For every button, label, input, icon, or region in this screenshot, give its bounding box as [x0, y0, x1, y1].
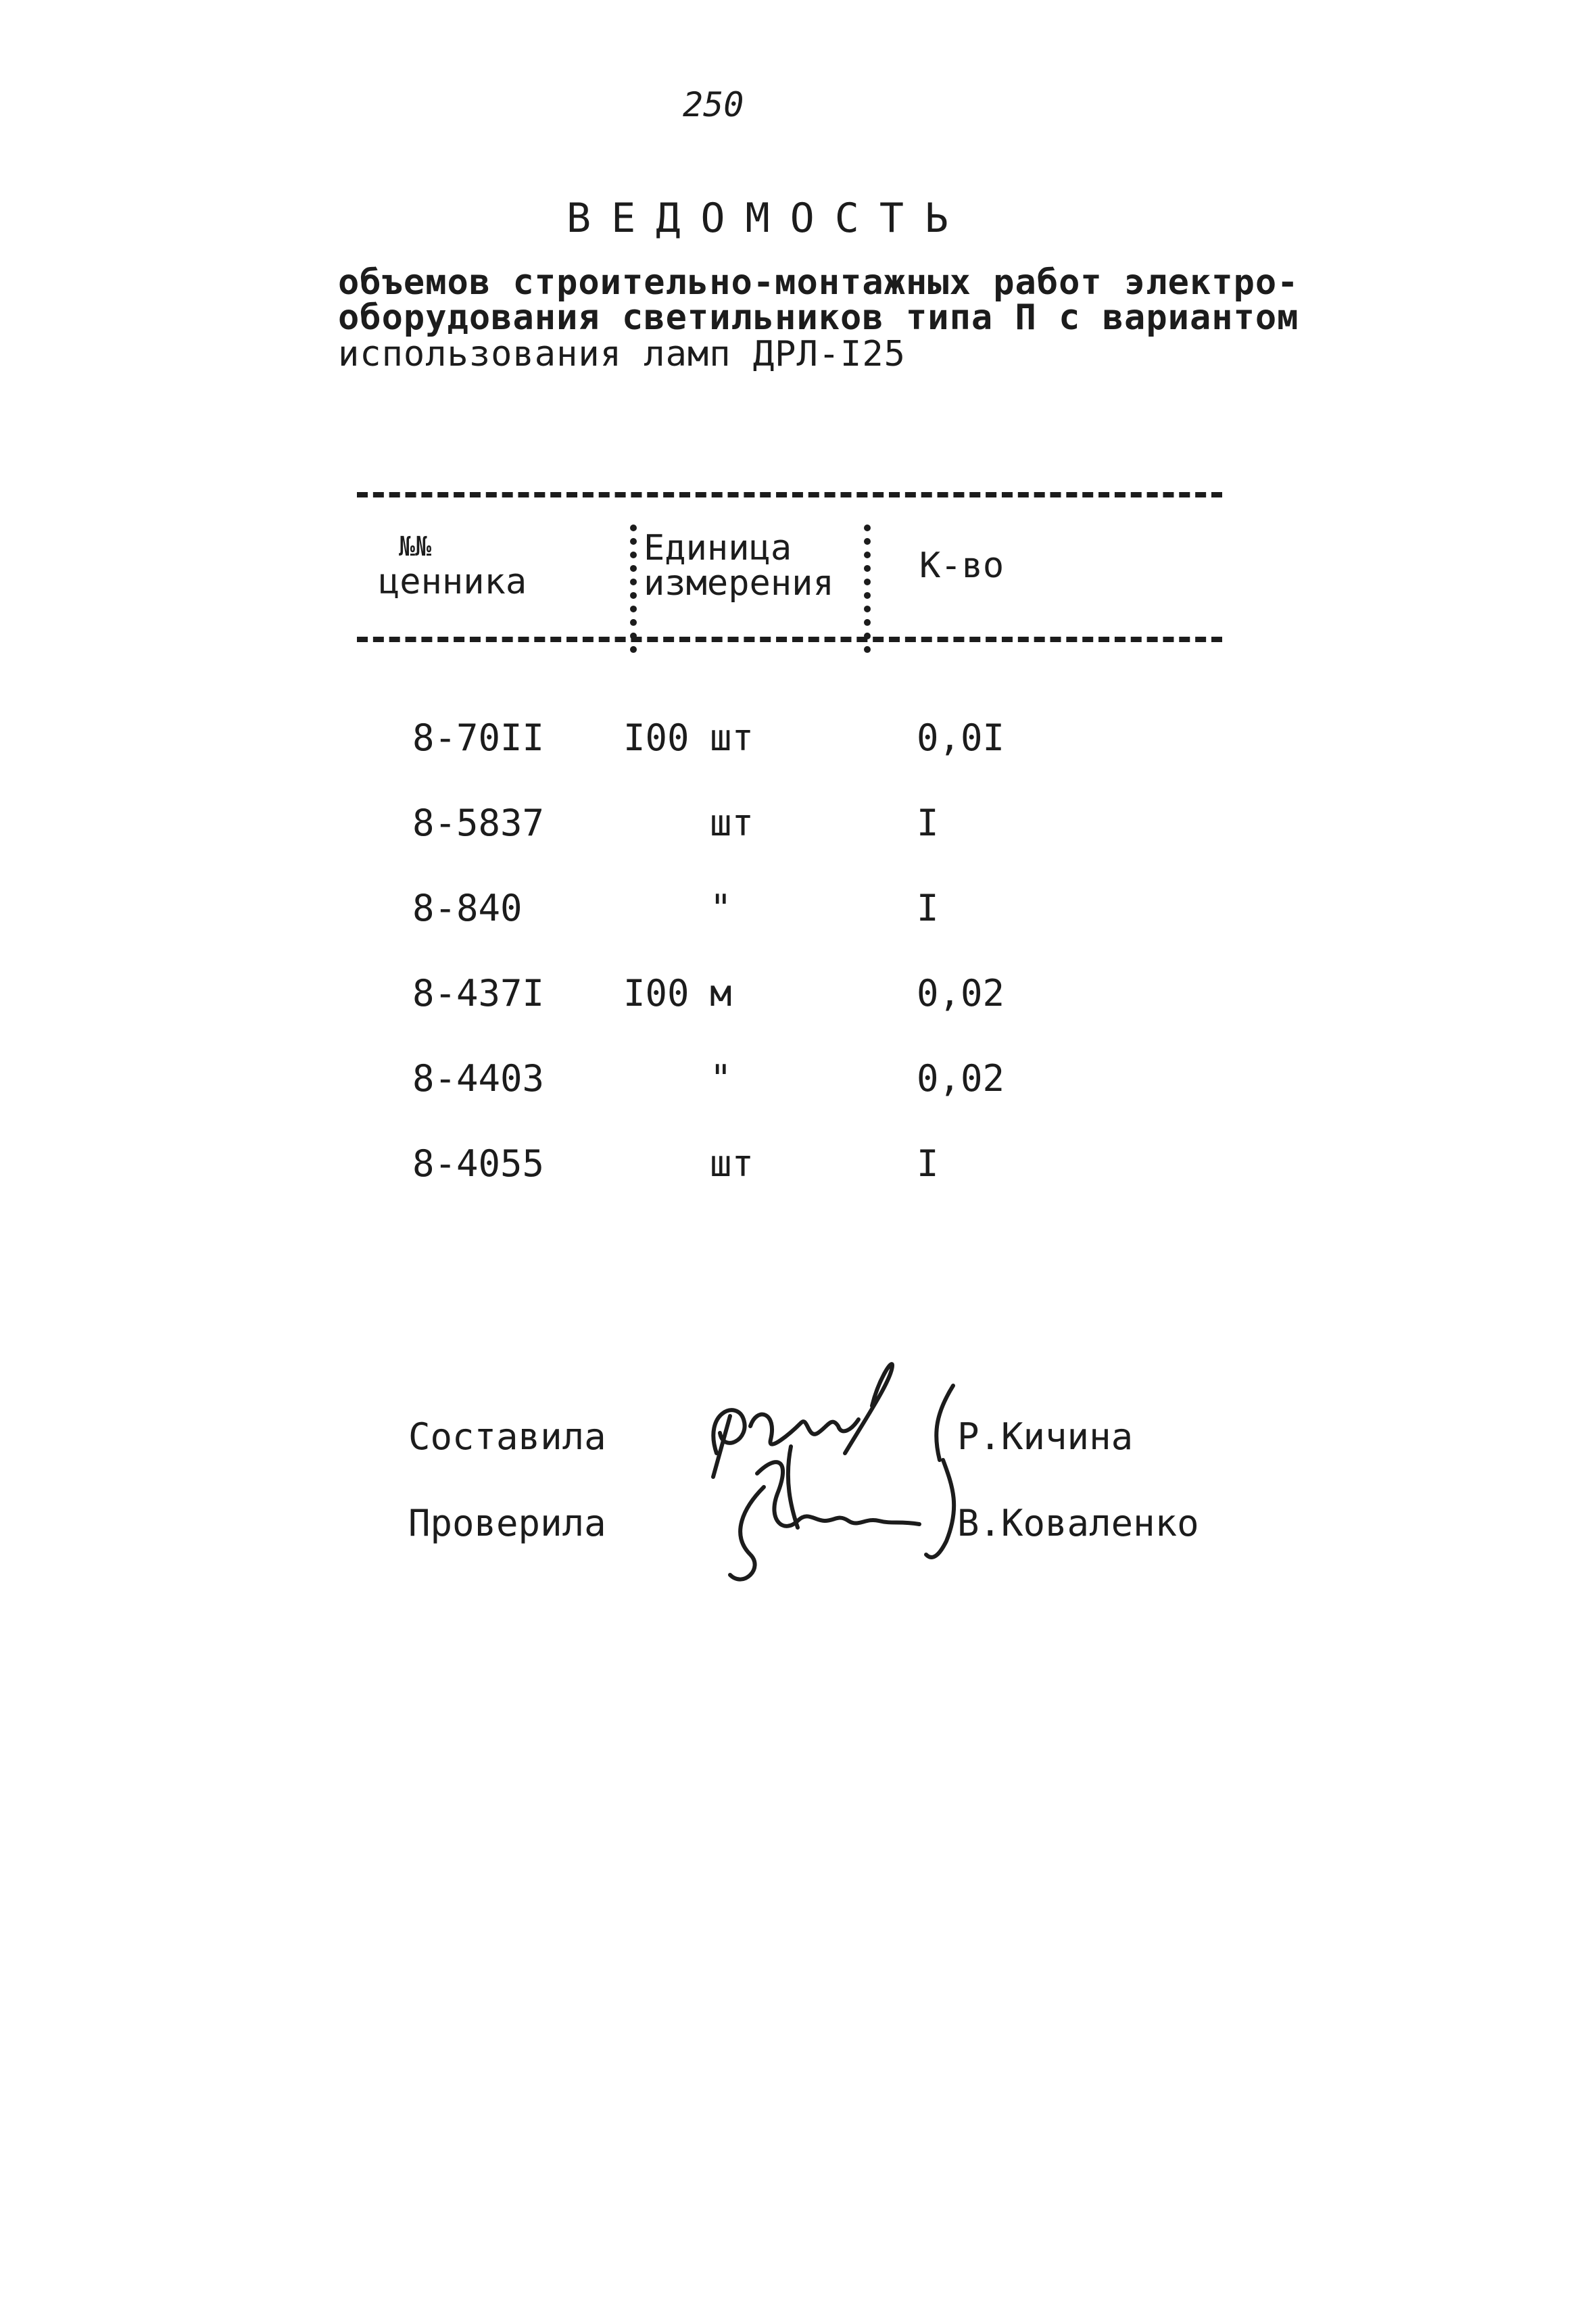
handwritten-signatures: [690, 1352, 987, 1595]
header-separator-1: [630, 525, 637, 653]
document-title: ВЕДОМОСТЬ: [566, 195, 969, 242]
header-unit-line-2: измерения: [644, 563, 834, 604]
header-quantity: К-во: [919, 545, 1005, 586]
row-unit: ": [710, 1057, 732, 1100]
compiled-by-label: Составила: [408, 1415, 606, 1458]
compiled-by-name: Р.Кичина: [957, 1415, 1134, 1458]
header-code-numero: №№: [399, 531, 432, 562]
subtitle-line-1: объемов строительно-монтажных работ электро-: [338, 262, 1299, 303]
table-header-rule: [357, 637, 1222, 642]
checked-by-label: Проверила: [408, 1502, 606, 1544]
header-code-label: ценника: [379, 562, 527, 602]
row-unit: шт: [710, 716, 754, 759]
row-code: 8-70II: [412, 716, 545, 759]
row-unit-prefix: I00: [623, 716, 690, 759]
header-unit-line-1: Единица: [644, 528, 792, 568]
row-code: 8-437I: [412, 972, 545, 1015]
row-code: 8-840: [412, 887, 523, 929]
table-top-rule: [357, 492, 1222, 497]
row-quantity: 0,0I: [917, 716, 1005, 759]
row-code: 8-4403: [412, 1057, 545, 1100]
row-code: 8-5837: [412, 802, 545, 844]
row-quantity: I: [917, 1142, 939, 1185]
subtitle-line-3: использования ламп ДРЛ-I25: [338, 334, 906, 374]
row-quantity: 0,02: [917, 1057, 1005, 1100]
page-number: 250: [683, 85, 744, 124]
row-unit: м: [710, 972, 732, 1015]
row-unit: ": [710, 887, 732, 929]
checked-by-name: В.Коваленко: [957, 1502, 1199, 1544]
row-unit: шт: [710, 802, 754, 844]
header-separator-2: [864, 525, 871, 653]
row-quantity: 0,02: [917, 972, 1005, 1015]
row-unit-prefix: I00: [623, 972, 690, 1015]
subtitle-line-2: оборудования светильников типа П с вариантом: [338, 297, 1299, 338]
row-unit: шт: [710, 1142, 754, 1185]
row-quantity: I: [917, 802, 939, 844]
row-quantity: I: [917, 887, 939, 929]
row-code: 8-4055: [412, 1142, 545, 1185]
